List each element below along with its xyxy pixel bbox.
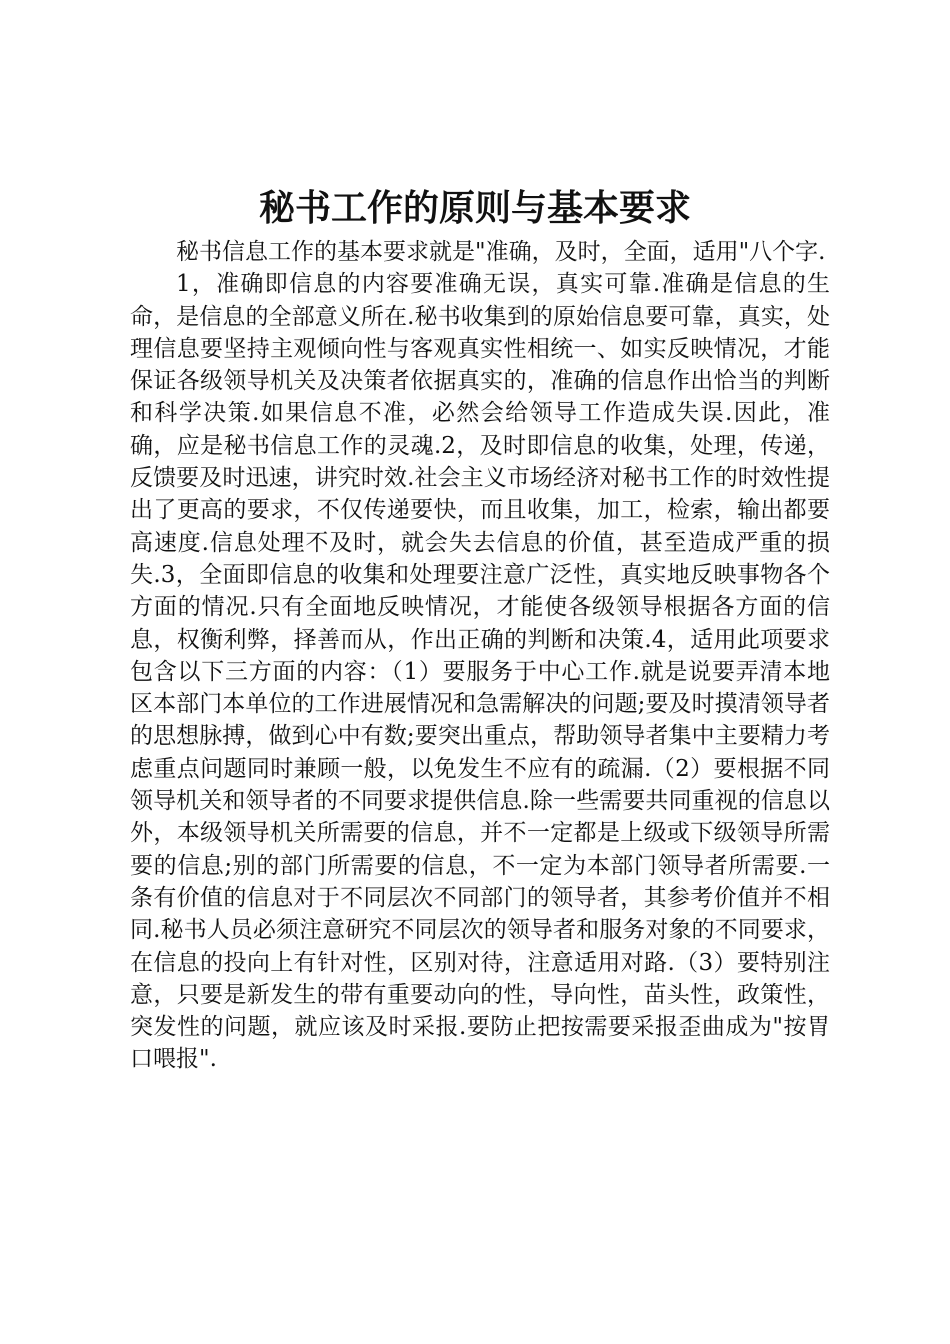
document-body xyxy=(130,236,830,1076)
paragraph-intro: 秘书信息工作的基本要求就是"准确，及时，全面，适用"八个字. xyxy=(176,239,826,265)
paragraph-main: 1，准确即信息的内容要准确无误，真实可靠.准确是信息的生命，是信息的全部意义所在.秘书收集到的原始信息要可靠，真实，处理信息要坚持主观倾向性与客观真实性相统一、如实反映情况，才能保证各级领导机关及决策者依据真实的，准确的信息作出恰当的判断和科学决策.如果信息不准，必然会给领导工作造成失误.因此，准确，应是秘书信息工作的灵魂.2，及时即信息的收集，处理，传递，反馈要及时迅速，讲究时效.社会主义市场经济对秘书工作的时效性提出了更高的要求，不仅传递要快，而且收集，加工，检索，输出都要高速度.信息处理不及时，就会失去信息的价值，甚至造成严重的损失.3，全面即信息的收集和处理要注意广泛性，真实地反映事物各个方面的情况.只有全面地反映情况，才能使各级领导根据各方面的信息，权衡利弊，择善而从，作出正确的判断和决策.4，适用此项要求包含以下三方面的内容：（1）要服务于中心工作.就是说要弄清本地区本部门本单位的工作进展情况和急需解决的问题;要及时摸清领导者的思想脉搏，做到心中有数;要突出重点，帮助领导者集中主要精力考虑重点问题同时兼顾一般，以免发生不应有的疏漏.（2）要根据不同领导机关和领导者的不同要求提供信息.除一些需要共同重视的信息以外，本级领导机关所需要的信息，并不一定都是上级或下级领导所需要的信息;别的部门所需要的信息，不一定为本部门领导者所需要.一条有价值的信息对于不同层次不同部门的领导者，其参考价值并不相同.秘书人员必须注意研究不同层次的领导者和服务对象的不同要求，在信息的投向上有针对性，区别对待，注意适用对路.（3）要特别注意，只要是新发生的带有重要动向的性，导向性，苗头性，政策性，突发性的问题，就应该及时采报.要防止把按需要采报歪曲成为"按胃口喂报". xyxy=(130,271,830,1073)
document-title: 秘书工作的原则与基本要求 xyxy=(258,187,691,229)
